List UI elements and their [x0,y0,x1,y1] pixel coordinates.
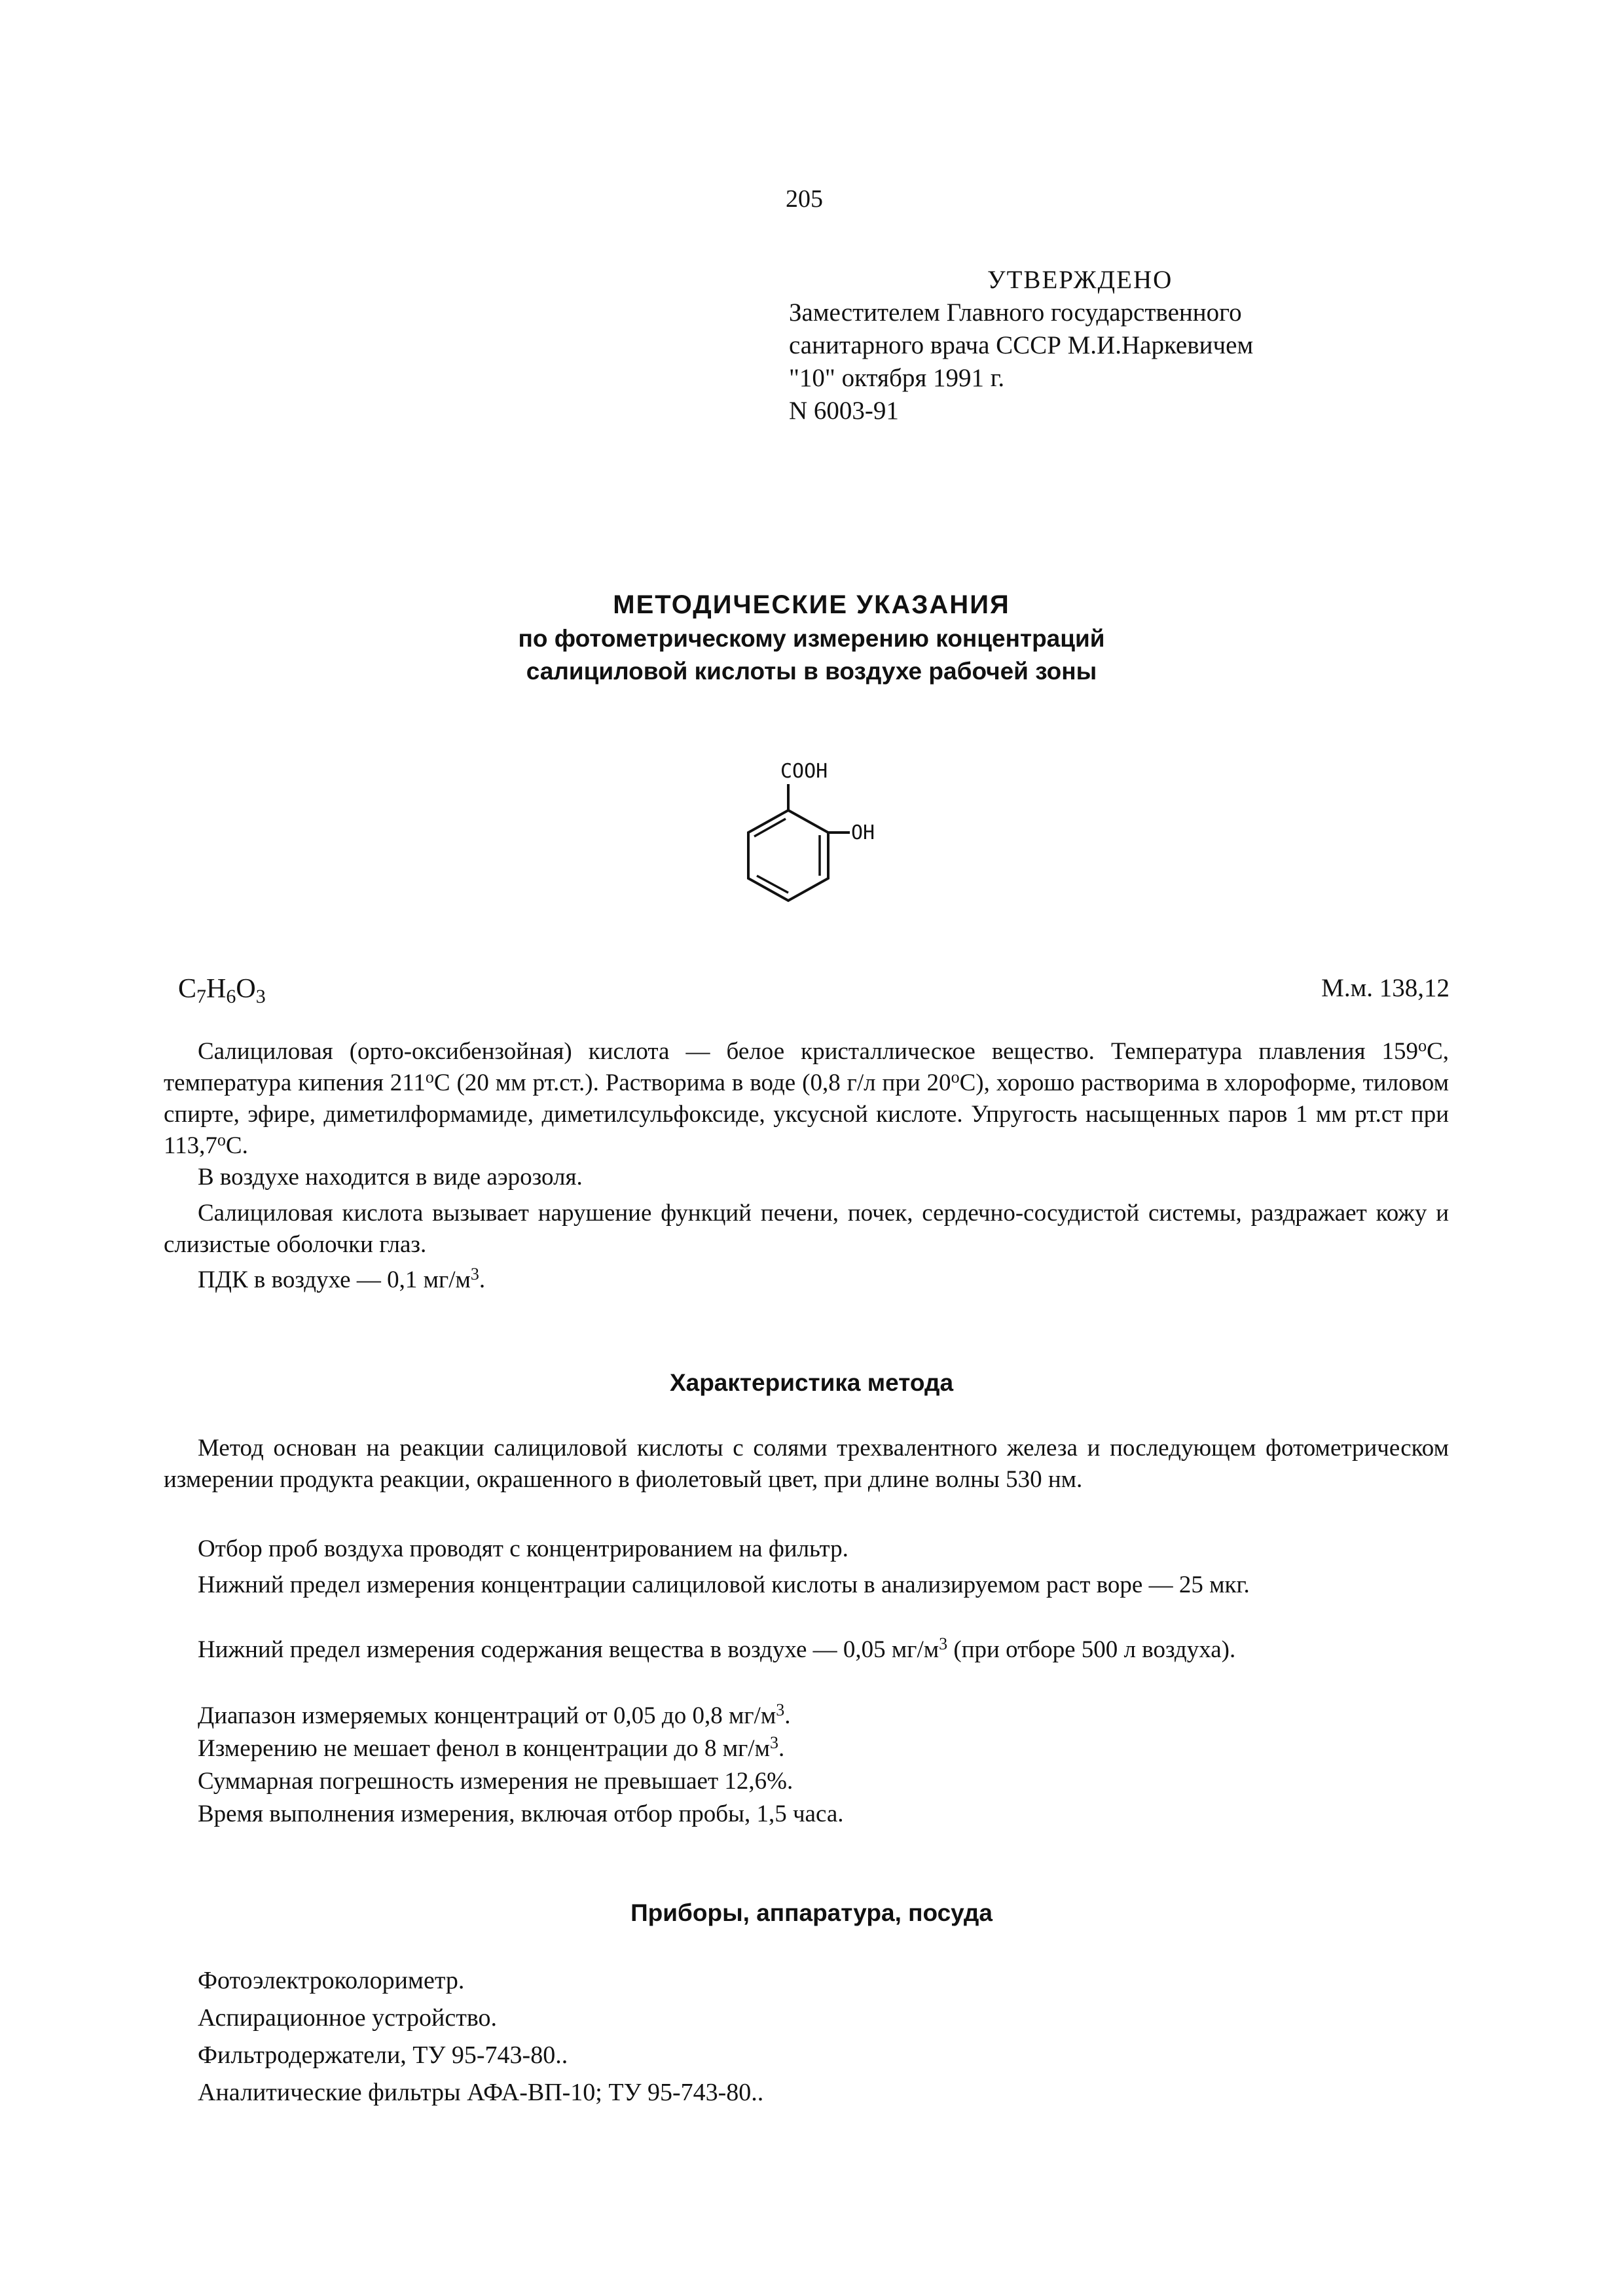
pdk-line: ПДК в воздухе — 0,1 $мг/м^3$. [198,1265,486,1293]
equipment-list [198,1962,763,2111]
method-paragraph: Суммарная погрешность измерения не превышает 12,6%. [198,1768,793,1795]
method-paragraph: Нижний предел измерения содержания вещества в воздухе — 0,05 $мг/м^3$ (при отборе 500 л воздуха). [198,1634,1236,1663]
document-title [0,587,1623,688]
title-subtitle-1: по фотометрическому измерению концентраций [518,625,1105,652]
list-item: Аспирационное устройство. [198,2004,498,2032]
method-paragraph: Измерению не мешает фенол в концентрации до 8 $мг/м^3$. [198,1733,785,1762]
title-subtitle-2: салициловой кислоты в воздухе рабочей зоны [526,658,1097,685]
formula-row [178,973,1450,1008]
approval-block [789,264,1253,427]
method-paragraph: Диапазон измеряемых концентраций от 0,05 до 0,8 $мг/м^3$. [198,1700,791,1729]
page-number: 205 [786,185,823,213]
approval-line: санитарного врача СССР М.И.Наркевичем [789,331,1254,359]
approval-heading: УТВЕРЖДЕНО [987,266,1173,294]
approval-line: "10" октября 1991 г. [789,364,1005,392]
structural-formula [720,753,943,962]
approval-line: N 6003-91 [789,397,899,425]
approval-line: Заместителем Главного государственного [789,298,1242,327]
section-title: Характеристика метода [669,1369,954,1396]
chemical-formula: $C_7H_6O_3$ [178,974,266,1007]
method-paragraph: Нижний предел измерения концентрации салициловой кислоты в анализируемом раст воре — 25 мкг. [198,1571,1250,1598]
description-paragraph: Салициловая кислота вызывает нарушение функций печени, почек, сердечно-сосудистой системы, раздражает кожу и слизистые оболочки глаз. [164,1200,1449,1258]
method-paragraph: Отбор проб воздуха проводят с концентрированием на фильтр. [198,1535,848,1562]
description-paragraph: Салициловая (орто-оксибензойная) кислота — белое кристаллическое вещество. Температура плавления 159$^o$C, температура кипения 211$^o$C (20 мм рт.ст.). Растворима в воде (0,8 г/л при 20$^o$C), хорошо растворима в хлороформе, тиловом спирте, эфире, диметилформамиде, диметилсульфоксиде, уксусной кислоте. Упругость насыщенных паров 1 мм рт.ст при 113,7$^o$C. [164,1036,1449,1159]
list-item: Фотоэлектроколориметр. [198,1967,465,1994]
description-paragraph: В воздухе находится в виде аэрозоля. [198,1164,583,1191]
oh-label: OH [851,821,875,844]
method-paragraph: Время выполнения измерения, включая отбор пробы, 1,5 часа. [198,1801,844,1827]
benzene-ring [748,810,828,901]
title-main: МЕТОДИЧЕСКИЕ УКАЗАНИЯ [613,590,1010,619]
molar-mass: М.м. 138,12 [1321,974,1450,1002]
list-item: Аналитические фильтры АФА-ВП-10; ТУ 95-743-80.. [198,2079,764,2106]
section-title: Приборы, аппаратура, посуда [630,1899,993,1926]
method-paragraph: Метод основан на реакции салициловой кислоты с солями трехвалентного железа и последующем фотометрическом измерении продукта реакции, окрашенного в фиолетовый цвет, при длине волны 530 нм. [164,1435,1449,1493]
list-item: Фильтродержатели, ТУ 95-743-80.. [198,2041,568,2069]
cooh-label: COOH [780,760,828,783]
